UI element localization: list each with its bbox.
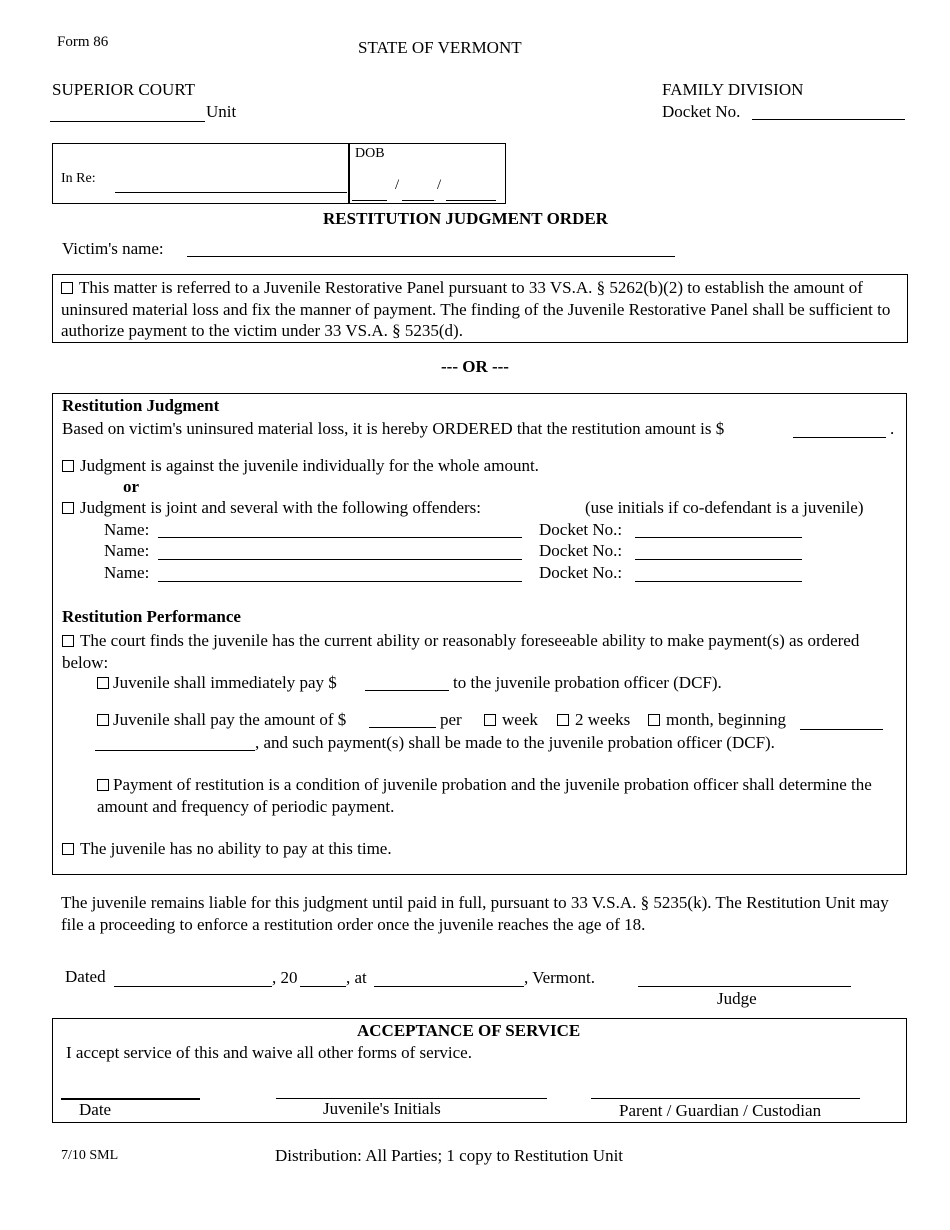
offender-name-label: Name: <box>104 520 150 539</box>
or-divider: --- OR --- <box>441 357 509 376</box>
week-checkbox[interactable] <box>484 714 496 726</box>
in-re-label: In Re: <box>61 171 96 186</box>
immediate-amount-field[interactable] <box>365 690 449 691</box>
acceptance-date-label: Date <box>79 1100 112 1119</box>
immediate-checkbox[interactable] <box>97 677 109 689</box>
victim-label: Victim's name: <box>62 239 164 258</box>
referral-checkbox[interactable] <box>61 282 73 294</box>
individual-checkbox[interactable] <box>62 460 74 472</box>
offender-name-label: Name: <box>104 541 150 560</box>
in-re-field[interactable] <box>115 192 347 193</box>
condition-checkbox[interactable] <box>97 779 109 791</box>
docket-field[interactable] <box>752 119 905 120</box>
no-ability-checkbox[interactable] <box>62 843 74 855</box>
year-prefix: , 20 <box>272 968 298 987</box>
week-option <box>484 710 538 730</box>
month-label: month, beginning <box>666 710 786 729</box>
referral-text <box>61 277 903 342</box>
ability-option <box>62 630 877 673</box>
judge-label: Judge <box>717 989 757 1008</box>
month-checkbox[interactable] <box>648 714 660 726</box>
footer-distribution: Distribution: All Parties; 1 copy to Restitution Unit <box>275 1146 624 1165</box>
offender-docket-label: Docket No.: <box>539 541 623 560</box>
beginning-date-field[interactable] <box>800 729 883 730</box>
offender-name-field[interactable] <box>158 537 522 538</box>
no-ability-label: The juvenile has no ability to pay at this time. <box>80 839 392 858</box>
offender-docket-field[interactable] <box>635 581 802 582</box>
dob-separator: / <box>437 177 442 193</box>
no-ability-option <box>62 839 392 859</box>
immediate-post: to the juvenile probation officer (DCF). <box>453 673 722 692</box>
ordered-end: . <box>890 419 895 438</box>
week-label: week <box>502 710 538 729</box>
immediate-option <box>97 673 337 693</box>
two-weeks-option <box>557 710 630 730</box>
ordered-text: Based on victim's uninsured material loss, it is hereby ORDERED that the restitution amount is $ <box>62 419 725 438</box>
judgment-heading: Restitution Judgment <box>62 396 220 415</box>
court-name: SUPERIOR COURT <box>52 80 196 99</box>
liability-text: The juvenile remains liable for this judgment until paid in full, pursuant to 33 V.S.A. § 5235(k). The Restitution Unit may file a proceeding to enforce a restitution order once the juvenile reaches the age of 18. <box>61 893 889 934</box>
dob-day-field[interactable] <box>402 200 434 201</box>
year-field[interactable] <box>300 986 346 987</box>
juvenile-initials-label: Juvenile's Initials <box>323 1099 441 1118</box>
dob-label: DOB <box>355 146 385 161</box>
restitution-amount-field[interactable] <box>793 437 886 438</box>
dob-separator: / <box>395 177 400 193</box>
caption-divider <box>348 143 350 204</box>
individual-label: Judgment is against the juvenile individually for the whole amount. <box>80 456 539 475</box>
footer-code: 7/10 SML <box>61 1148 119 1163</box>
joint-note: (use initials if co-defendant is a juvenile) <box>585 498 864 517</box>
offender-name-label: Name: <box>104 563 150 582</box>
performance-heading: Restitution Performance <box>62 607 241 626</box>
acceptance-text: I accept service of this and waive all other forms of service. <box>66 1043 472 1062</box>
judge-signature-field[interactable] <box>638 986 851 987</box>
periodic-post: , and such payment(s) shall be made to the juvenile probation officer (DCF). <box>255 733 775 752</box>
acceptance-heading: ACCEPTANCE OF SERVICE <box>357 1021 581 1040</box>
at-label: , at <box>346 968 367 987</box>
offender-name-field[interactable] <box>158 559 522 560</box>
month-option <box>648 710 786 730</box>
periodic-amount-field[interactable] <box>369 727 436 728</box>
parent-label: Parent / Guardian / Custodian <box>619 1101 822 1120</box>
offender-docket-field[interactable] <box>635 537 802 538</box>
dob-year-field[interactable] <box>446 200 496 201</box>
joint-label: Judgment is joint and several with the following offenders: <box>80 498 482 517</box>
immediate-label: Juvenile shall immediately pay $ <box>113 673 337 692</box>
periodic-per: per <box>440 710 462 729</box>
beginning-date-field-cont[interactable] <box>95 750 255 751</box>
location-field[interactable] <box>374 986 524 987</box>
offender-docket-label: Docket No.: <box>539 520 623 539</box>
condition-option <box>97 774 877 817</box>
page-title: RESTITUTION JUDGMENT ORDER <box>323 209 608 228</box>
periodic-option <box>97 710 346 730</box>
ability-label: The court finds the juvenile has the current ability or reasonably foreseeable ability to make payment(s) as ordered below: <box>62 631 860 672</box>
condition-label: Payment of restitution is a condition of juvenile probation and the juvenile probation officer shall determine the amount and frequency of periodic payment. <box>97 775 872 816</box>
docket-label: Docket No. <box>662 102 741 121</box>
periodic-checkbox[interactable] <box>97 714 109 726</box>
offender-docket-label: Docket No.: <box>539 563 623 582</box>
parent-signature-field[interactable] <box>591 1098 860 1099</box>
joint-option <box>62 498 481 518</box>
or-word: or <box>123 477 140 496</box>
vermont-label: , Vermont. <box>524 968 595 987</box>
unit-field[interactable] <box>50 121 205 122</box>
offender-docket-field[interactable] <box>635 559 802 560</box>
form-number: Form 86 <box>57 34 109 50</box>
ability-checkbox[interactable] <box>62 635 74 647</box>
state-heading: STATE OF VERMONT <box>358 38 522 57</box>
dated-label: Dated <box>65 967 106 986</box>
dob-month-field[interactable] <box>352 200 387 201</box>
joint-checkbox[interactable] <box>62 502 74 514</box>
two-weeks-label: 2 weeks <box>575 710 631 729</box>
periodic-label: Juvenile shall pay the amount of $ <box>113 710 347 729</box>
two-weeks-checkbox[interactable] <box>557 714 569 726</box>
offender-name-field[interactable] <box>158 581 522 582</box>
individual-option <box>62 456 539 476</box>
dated-field[interactable] <box>114 986 272 987</box>
caption-box <box>52 143 506 204</box>
victim-name-field[interactable] <box>187 256 675 257</box>
division-name: FAMILY DIVISION <box>662 80 804 99</box>
unit-label: Unit <box>206 102 237 121</box>
referral-text-content: This matter is referred to a Juvenile Restorative Panel pursuant to 33 VS.A. § 5262(b)(2) to establish the amount of uninsured material loss and fix the manner of payment. The finding of the Juvenile Restorative Panel shall be sufficient to authorize payment to the victim under 33 VS.A. § 5235(d). <box>61 278 891 340</box>
